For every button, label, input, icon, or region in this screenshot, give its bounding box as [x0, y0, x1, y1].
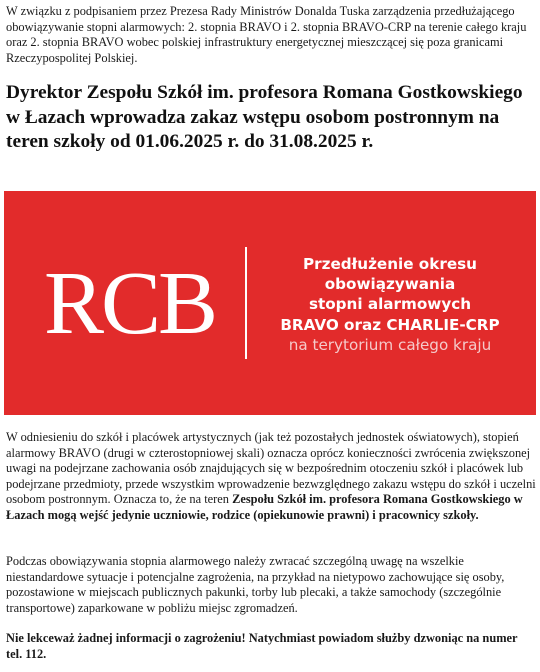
rcb-banner	[4, 191, 536, 415]
page-headline: Dyrektor Zespołu Szkół im. profesora Romana Gostkowskiego w Łazach wprowadza zakaz wstępu osobom postronnym na teren szkoły od 01.06.2025 r. do 31.08.2025 r.	[6, 82, 523, 153]
rcb-logo: RCB	[44, 254, 216, 353]
paragraph-school-rules-text: W odniesieniu do szkół i placówek artystycznych (jak też pozostałych jednostek oświatowych), stopień alarmowy BRAVO (drugi w czterostopniowej skali) oznacza oprócz konieczności zwrócenia zwiększonej uwagi na podejrzane zachowania osób znajdujących się w bezpośrednim otoczeniu szkół i placówek lub podejrzane przedmioty, przede wszystkim wprowadzenie bezwzględnego zakazu wstępu do szkół i uczelni osobom postronnym. Oznacza to, że na teren	[6, 430, 536, 507]
paragraph-vigilance: Podczas obowiązywania stopnia alarmowego należy zwracać szczególną uwagę na wszelkie niestandardowe sytuacje i potencjalne zagrożenia, na przykład na nietypowo zachowujące się osoby, pozostawione w miejscach publicznych pakunki, torby lub plecaki, a także samochody (szczególnie transportowe) zaparkowane w pobliżu miejsc zgromadzeń.	[6, 554, 505, 615]
banner-line-2: obowiązywania	[324, 275, 456, 294]
banner-line-1: Przedłużenie okresu	[302, 255, 477, 273]
banner-divider	[245, 247, 247, 359]
banner-line-5: na terytorium całego kraju	[288, 335, 492, 354]
paragraph-emergency-call: Nie lekceważ żadnej informacji o zagrożeniu! Natychmiast powiadom służby dzwoniąc na numer tel. 112.	[6, 631, 518, 661]
banner-line-4: BRAVO oraz CHARLIE-CRP	[280, 315, 500, 334]
paragraph-school-rules	[6, 430, 536, 524]
banner-line-3: stopni alarmowych	[308, 295, 472, 314]
paragraph-school-rules-bold: Zespołu Szkół im. profesora Romana Gostkowskiego w Łazach mogą wejść jedynie uczniowie, rodzice (opiekunowie prawni) i pracownicy szkoły.	[6, 492, 523, 522]
intro-paragraph: W związku z podpisaniem przez Prezesa Rady Ministrów Donalda Tuska zarządzenia przedłużającego obowiązywanie stopni alarmowych: 2. stopnia BRAVO i 2. stopnia BRAVO-CRP na terenie całego kraju oraz 2. stopnia BRAVO wobec polskiej infrastruktury energetycznej mieszczącej się poza granicami Rzeczypospolitej Polskiej.	[6, 4, 527, 65]
banner-text	[254, 254, 526, 355]
